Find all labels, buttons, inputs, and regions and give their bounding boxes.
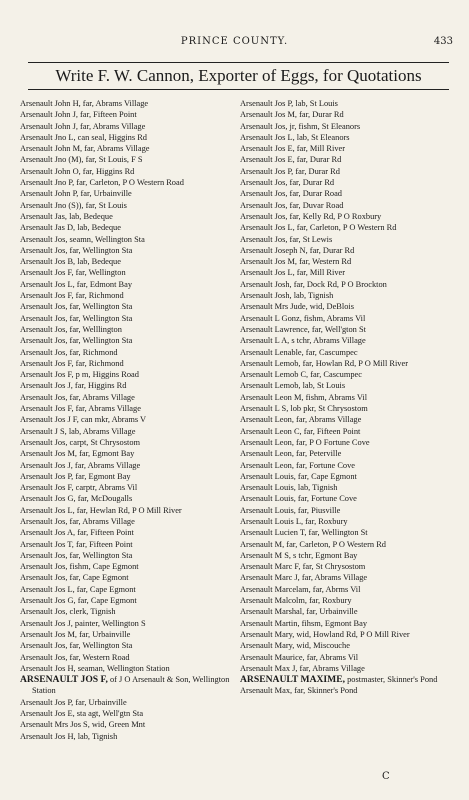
directory-entry: Arsenault Jos, far, Richmond — [20, 347, 118, 357]
directory-entry: Arsenault Jos, far, Wellington Sta — [20, 302, 133, 312]
directory-entry: Arsenault Jos, far, Wellington Sta — [20, 550, 133, 560]
directory-entry: Arsenault Jas, lab, Bedeque — [20, 211, 113, 221]
directory-entry: Arsenault Jos P, far, Egmont Bay — [20, 471, 131, 481]
directory-entry: Arsenault Jno (M), far, St Louis, F S — [20, 155, 143, 165]
directory-entry: Arsenault Jos, far, Welllington — [20, 324, 122, 334]
business-entry — [20, 674, 234, 697]
directory-entry: Arsenault Jos G, far, McDougalls — [20, 494, 133, 504]
directory-entry: Arsenault Jos M, far, Egmont Bay — [20, 449, 135, 459]
directory-entry: Arsenault Lucien T, far, Wellington St — [240, 528, 368, 538]
directory-entry: Arsenault J S, lab, Abrams Village — [20, 426, 136, 436]
directory-entry: Arsenault Leon, far, Fortune Cove — [240, 460, 356, 470]
directory-entry: Arsenault Marshal, far, Urbainville — [240, 607, 358, 617]
directory-entry: Arsenault Jos, far, Durar Rd — [240, 178, 335, 188]
directory-entry: Arsenault Jos J, far, Higgins Rd — [20, 381, 127, 391]
directory-entry: Arsenault Lemob C, far, Cascumpec — [240, 370, 362, 380]
directory-entry: Arsenault Jos P, far, Urbainville — [20, 697, 127, 707]
directory-entry: Arsenault Lemob, far, Howlan Rd, P O Mill River — [240, 358, 408, 368]
directory-entry: Arsenault Jos, far, St Lewis — [240, 234, 333, 244]
directory-entry: Arsenault Leon C, far, Fifteen Point — [240, 426, 361, 436]
directory-entry: Arsenault Jos M, far, Urbainville — [20, 629, 131, 639]
directory-entry: Arsenault L Gonz, fishm, Abrams Vil — [240, 313, 366, 323]
directory-entry: Arsenault L A, s tchr, Abrams Village — [240, 336, 366, 346]
directory-entry: Arsenault Jos E, far, Mill River — [240, 144, 346, 154]
directory-entry: Arsenault Jos E, far, Durar Rd — [240, 155, 342, 165]
directory-entry: Arsenault Leon, far, Peterville — [240, 449, 342, 459]
directory-entry: Arsenault John J, far, Abrams Village — [20, 121, 146, 131]
directory-entry: Arsenault Mrs Jude, wid, DeBlois — [240, 302, 354, 312]
directory-entry: Arsenault Jos B, lab, Bedeque — [20, 257, 121, 267]
directory-entry: Arsenault M S, s tchr, Egmont Bay — [240, 550, 358, 560]
directory-entry: Arsenault Josh, lab, Tignish — [240, 291, 334, 301]
directory-entry: Arsenault Max J, far, Abrams Village — [240, 663, 365, 673]
directory-entry: Arsenault John J, far, Fifteen Point — [20, 110, 137, 120]
directory-entry: Arsenault Jos, far, Abrams Village — [20, 392, 135, 402]
directory-entry: Arsenault Louis, far, Fortune Cove — [240, 494, 357, 504]
directory-entry: Arsenault Jos P, lab, St Louis — [240, 99, 338, 108]
directory-entry: Arsenault Jos, far, Durar Road — [240, 189, 342, 199]
advertisement-banner: Write F. W. Cannon, Exporter of Eggs, for Quotations — [28, 62, 449, 90]
directory-entry: Arsenault Jos F, carptr, Abrams Vil — [20, 483, 138, 493]
directory-entry: Arsenault Marcelam, far, Abrms Vil — [240, 584, 361, 594]
directory-entry: Arsenault Jos, far, Cape Egmont — [20, 573, 129, 583]
directory-entry: Arsenault Maurice, far, Abrams Vil — [240, 652, 359, 662]
directory-entry: Arsenault Jos, far, Wellington Sta — [20, 245, 133, 255]
directory-entry: Arsenault Louis, far, Cape Egmont — [240, 471, 357, 481]
directory-entry: Arsenault Malcolm, far, Roxbury — [240, 596, 352, 606]
county-title: PRINCE COUNTY. — [180, 36, 289, 47]
directory-entry: Arsenault Jos, clerk, Tignish — [20, 607, 116, 617]
directory-entry: Arsenault Jos L, far, Cape Egmont — [20, 584, 136, 594]
left-column — [20, 98, 234, 742]
directory-entry: Arsenault John M, far, Abrams Village — [20, 144, 150, 154]
signature-mark: C — [382, 771, 390, 782]
directory-entry: Arsenault Mary, wid, Miscouche — [240, 641, 350, 651]
directory-entry: Arsenault Jos L, far, Edmont Bay — [20, 279, 133, 289]
directory-entry: Arsenault Jos J, far, Abrams Village — [20, 460, 141, 470]
directory-entry: Arsenault Jos, carpt, St Chrysostom — [20, 437, 141, 447]
directory-entry: Arsenault Jos, far, Kelly Rd, P O Roxbury — [240, 211, 382, 221]
directory-entry: Arsenault Jno P, far, Carleton, P O Western Road — [20, 178, 184, 188]
directory-entry: Arsenault Jos, far, Duvar Road — [240, 200, 344, 210]
business-detail: of J O Arsenault & Son, Wellington Station — [32, 675, 230, 696]
directory-entry: Arsenault Jos L, far, Hewlan Rd, P O Mill River — [20, 505, 182, 515]
directory-entry: Arsenault Jno L, can seal, Higgins Rd — [20, 132, 147, 142]
directory-entry: Arsenault Jos, far, Abrams Village — [20, 516, 135, 526]
directory-entry: Arsenault Jos F, far, Richmond — [20, 358, 124, 368]
directory-entry: Arsenault Jos F, far, Abrams Village — [20, 404, 141, 414]
business-name: ARSENAULT MAXIME, — [240, 674, 346, 686]
directory-entry: Arsenault Jos, far, Western Road — [20, 652, 130, 662]
directory-entry: Arsenault Josh, far, Dock Rd, P O Brockton — [240, 279, 387, 289]
directory-entry: Arsenault John P, far, Urbainville — [20, 189, 132, 199]
directory-entry: Arsenault Jos, jr, fishm, St Eleanors — [240, 121, 361, 131]
directory-entry: Arsenault Louis L, far, Roxbury — [240, 516, 348, 526]
directory-entry: Arsenault Louis, far, Piusville — [240, 505, 341, 515]
right-column — [240, 98, 454, 697]
directory-entry: Arsenault Jos M, far, Western Rd — [240, 257, 352, 267]
directory-entry: Arsenault Jos E, sta agt, Well'gtn Sta — [20, 709, 144, 719]
directory-entry: Arsenault Jos G, far, Cape Egmont — [20, 596, 137, 606]
directory-entry: Arsenault Jos L, lab, St Eleanors — [240, 132, 350, 142]
directory-entry: Arsenault L S, lob pkr, St Chrysostom — [240, 404, 368, 414]
directory-entry: Arsenault Martin, fihsm, Egmont Bay — [240, 618, 368, 628]
directory-entry: Arsenault Leon, far, P O Fortune Cove — [240, 437, 370, 447]
directory-entry: Arsenault Jos M, far, Durar Rd — [240, 110, 344, 120]
directory-entry: Arsenault Louis, lab, Tignish — [240, 483, 338, 493]
directory-entry: Arsenault Jno (S)), far, St Louis — [20, 200, 127, 210]
directory-entry: Arsenault Leon M, fishm, Abrams Vil — [240, 392, 368, 402]
directory-entry: Arsenault Max, far, Skinner's Pond — [240, 686, 358, 696]
business-name: ARSENAULT JOS F, — [20, 674, 108, 686]
page-number: 433 — [433, 36, 453, 47]
directory-entry: Arsenault Jos T, far, Fifteen Point — [20, 539, 133, 549]
directory-entry: Arsenault Jos, far, Wellington Sta — [20, 336, 133, 346]
directory-entry: Arsenault Jos P, far, Durar Rd — [240, 166, 340, 176]
directory-entry: Arsenault Marc J, far, Abrams Village — [240, 573, 368, 583]
directory-entry: Arsenault Jos A, far, Fifteen Point — [20, 528, 134, 538]
directory-entry: Arsenault Jos, far, Wellington Sta — [20, 641, 133, 651]
directory-entry: Arsenault Jos H, seaman, Wellington Station — [20, 663, 170, 673]
running-header — [0, 36, 469, 50]
directory-entry: Arsenault Jas D, lab, Bedeque — [20, 223, 121, 233]
directory-entry: Arsenault Mrs Jos S, wid, Green Mnt — [20, 720, 146, 730]
directory-entry: Arsenault M, far, Carleton, P O Western Rd — [240, 539, 386, 549]
directory-entry: Arsenault Jos F, far, Wellington — [20, 268, 126, 278]
directory-entry: Arsenault Lemob, lab, St Louis — [240, 381, 346, 391]
directory-entry: Arsenault Lenable, far, Cascumpec — [240, 347, 358, 357]
directory-entry: Arsenault Joseph N, far, Durar Rd — [240, 245, 355, 255]
directory-entry: Arsenault Mary, wid, Howland Rd, P O Mill River — [240, 629, 410, 639]
directory-entry: Arsenault Leon, far, Abrams Village — [240, 415, 362, 425]
directory-entry: Arsenault Jos J, painter, Wellington S — [20, 618, 146, 628]
directory-entry: Arsenault Jos H, lab, Tignish — [20, 731, 118, 741]
directory-entry: Arsenault Jos L, far, Carleton, P O Western Rd — [240, 223, 397, 233]
directory-entry: Arsenault John H, far, Abrams Village — [20, 99, 149, 108]
business-entry — [240, 674, 454, 685]
directory-entry: Arsenault Jos L, far, Mill River — [240, 268, 346, 278]
directory-entry: Arsenault Jos J F, can mkr, Abrams V — [20, 415, 147, 425]
directory-entry: Arsenault Jos F, far, Richmond — [20, 291, 124, 301]
directory-entry: Arsenault Jos, seamn, Wellington Sta — [20, 234, 145, 244]
business-detail: postmaster, Skinner's Pond — [345, 675, 438, 685]
directory-entry: Arsenault Marc F, far, St Chrysostom — [240, 562, 366, 572]
directory-entry: Arsenault John O, far, Higgins Rd — [20, 166, 135, 176]
directory-entry: Arsenault Jos, fishm, Cape Egmont — [20, 562, 139, 572]
directory-entry: Arsenault Jos F, p m, Higgins Road — [20, 370, 139, 380]
directory-entry: Arsenault Lawrence, far, Well'gton St — [240, 324, 366, 334]
directory-entry: Arsenault Jos, far, Wellington Sta — [20, 313, 133, 323]
